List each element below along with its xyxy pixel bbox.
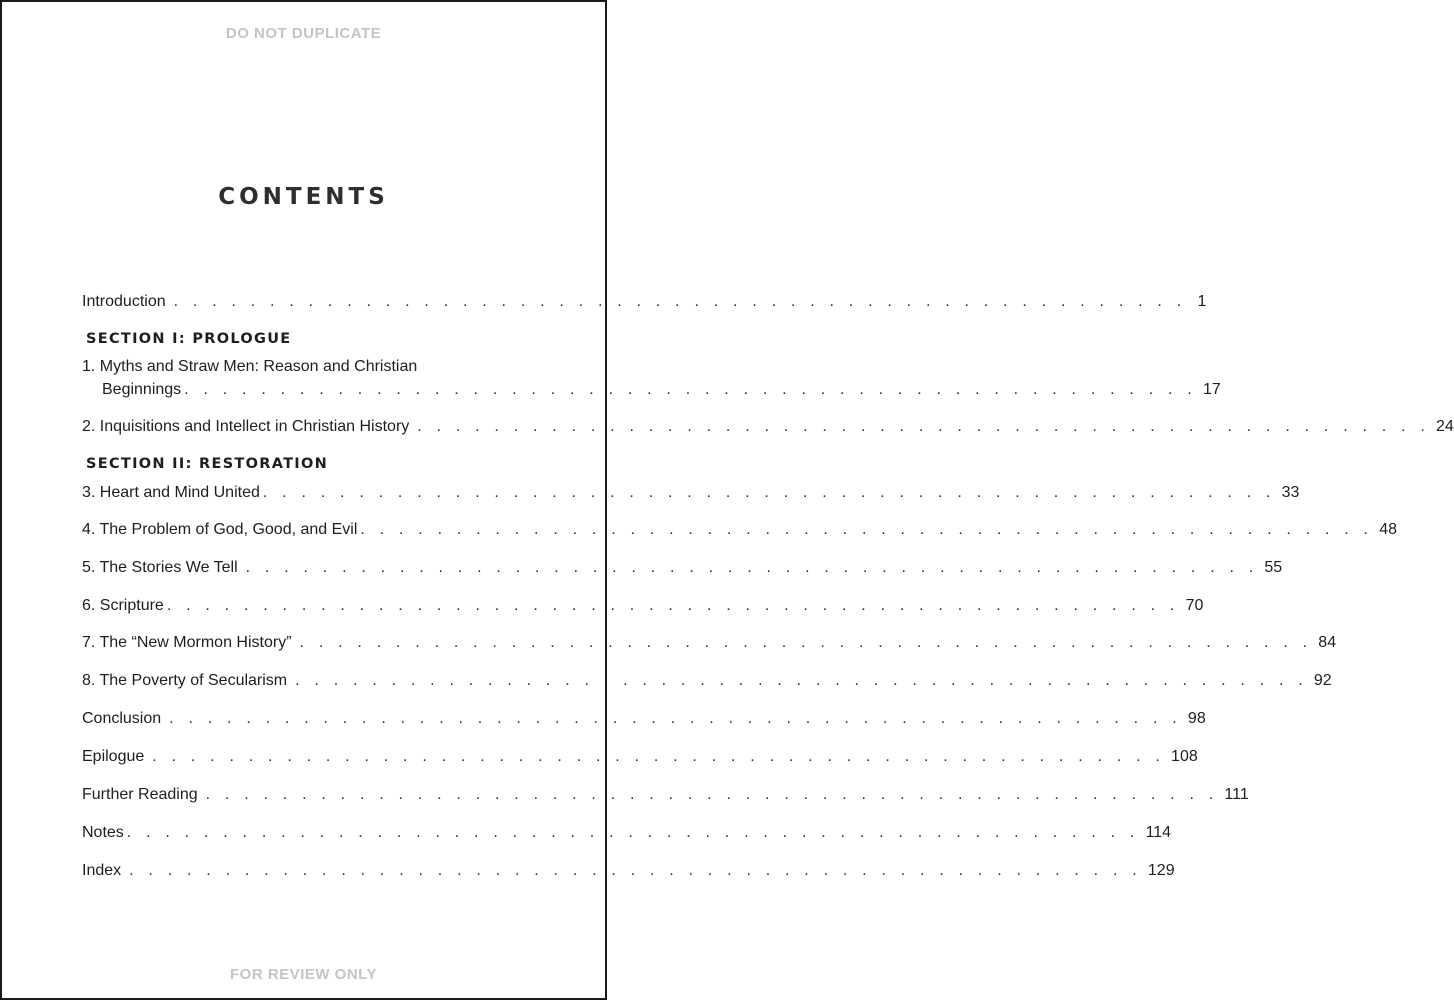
toc-entry-introduction xyxy=(82,290,1207,312)
toc-entry-ch1 xyxy=(102,378,1221,400)
toc-entry-page: 33 xyxy=(1281,484,1300,501)
leader-dots: . . . . . . . . . . . . . . . . . . . . . . . . . . . . . . . . . . . . . . . . . . . . . . . . . . . . . xyxy=(295,672,1308,689)
toc-entry-ch8 xyxy=(82,669,1332,691)
leader-dots: . . . . . . . . . . . . . . . . . . . . . . . . . . . . . . . . . . . . . . . . . . . . . . . . . . . . . xyxy=(169,710,1182,727)
toc-entry-notes xyxy=(82,821,1172,843)
toc-entry-page: 98 xyxy=(1187,710,1206,727)
toc-entry-ch7 xyxy=(82,631,1337,653)
leader-dots: . . . . . . . . . . . . . . . . . . . . . . . . . . . . . . . . . . . . . . . . . . . . . . . . . . . . . xyxy=(417,418,1431,435)
toc-entry-page: 129 xyxy=(1147,862,1175,879)
toc-entry-conclusion xyxy=(82,707,1206,729)
toc-entry-page: 70 xyxy=(1185,597,1204,614)
toc-entry-page: 108 xyxy=(1171,748,1198,765)
toc-entry-page: 24 xyxy=(1436,418,1454,435)
leader-dots: . . . . . . . . . . . . . . . . . . . . . . . . . . . . . . . . . . . . . . . . . . . . . . . . . . . . . xyxy=(262,484,1276,501)
toc-entry-ch6 xyxy=(82,594,1204,616)
toc-entry-page: 1 xyxy=(1197,293,1207,310)
toc-entry-label: Conclusion xyxy=(82,710,162,727)
leader-dots: . . . . . . . . . . . . . . . . . . . . . . . . . . . . . . . . . . . . . . . . . . . . . . . . . . . . . xyxy=(152,748,1166,765)
leader-dots: . . . . . . . . . . . . . . . . . . . . . . . . . . . . . . . . . . . . . . . . . . . . . . . . . . . . . xyxy=(184,381,1197,398)
page-title: CONTENTS xyxy=(218,184,389,210)
toc-entry-ch2 xyxy=(82,415,1454,437)
toc-entry-ch1-line1: 1. Myths and Straw Men: Reason and Christian xyxy=(82,358,418,375)
toc-entry-page: 55 xyxy=(1264,559,1283,576)
toc-entry-label: 5. The Stories We Tell xyxy=(82,559,238,576)
toc-entry-label: Introduction xyxy=(82,293,166,310)
leader-dots: . . . . . . . . . . . . . . . . . . . . . . . . . . . . . . . . . . . . . . . . . . . . . . . . . . . . . xyxy=(205,786,1219,803)
toc-entry-ch5 xyxy=(82,556,1283,578)
toc-entry-label: Epilogue xyxy=(82,748,145,765)
section-heading-prologue: SECTION I: PROLOGUE xyxy=(86,331,292,347)
section-heading-restoration: SECTION II: RESTORATION xyxy=(86,456,329,472)
toc-entry-label: 4. The Problem of God, Good, and Evil xyxy=(82,521,358,538)
toc-entry-label: 6. Scripture xyxy=(82,597,164,614)
toc-entry-label: Index xyxy=(82,862,122,879)
leader-dots: . . . . . . . . . . . . . . . . . . . . . . . . . . . . . . . . . . . . . . . . . . . . . . . . . . . . . xyxy=(166,597,1180,614)
watermark-bottom: FOR REVIEW ONLY xyxy=(230,966,377,983)
toc-entry-page: 92 xyxy=(1313,672,1332,689)
leader-dots: . . . . . . . . . . . . . . . . . . . . . . . . . . . . . . . . . . . . . . . . . . . . . . . . . . . . . xyxy=(126,824,1140,841)
toc-entry-label: Beginnings xyxy=(102,381,182,398)
toc-entry-page: 17 xyxy=(1202,381,1221,398)
toc-entry-label: 7. The “New Mormon History” xyxy=(82,634,292,651)
leader-dots: . . . . . . . . . . . . . . . . . . . . . . . . . . . . . . . . . . . . . . . . . . . . . . . . . . . . . xyxy=(129,862,1142,879)
toc-entry-label: Further Reading xyxy=(82,786,198,803)
toc-entry-label: 3. Heart and Mind United xyxy=(82,484,260,501)
toc-entry-ch4 xyxy=(82,518,1397,540)
leader-dots: . . . . . . . . . . . . . . . . . . . . . . . . . . . . . . . . . . . . . . . . . . . . . . . . . . . . . xyxy=(299,634,1313,651)
toc-entry-page: 114 xyxy=(1145,824,1172,841)
toc-entry-page: 111 xyxy=(1224,786,1249,803)
toc-entry-ch3 xyxy=(82,481,1300,503)
toc-entry-index xyxy=(82,859,1175,881)
toc-entry-label: 2. Inquisitions and Intellect in Christian History xyxy=(82,418,410,435)
toc-entry-page: 84 xyxy=(1318,634,1337,651)
leader-dots: . . . . . . . . . . . . . . . . . . . . . . . . . . . . . . . . . . . . . . . . . . . . . . . . . . . . . xyxy=(360,521,1374,538)
toc-entry-epilogue xyxy=(82,745,1198,767)
toc-entry-label: Notes xyxy=(82,824,124,841)
leader-dots: . . . . . . . . . . . . . . . . . . . . . . . . . . . . . . . . . . . . . . . . . . . . . . . . . . . . . xyxy=(173,293,1187,310)
watermark-top: DO NOT DUPLICATE xyxy=(225,25,382,42)
toc-entry-page: 48 xyxy=(1379,521,1397,538)
toc-entry-label: 8. The Poverty of Secularism xyxy=(82,672,288,689)
leader-dots: . . . . . . . . . . . . . . . . . . . . . . . . . . . . . . . . . . . . . . . . . . . . . . . . . . . . . xyxy=(245,559,1259,576)
toc-entry-further-reading xyxy=(82,783,1249,805)
table-of-contents xyxy=(2,2,1454,998)
